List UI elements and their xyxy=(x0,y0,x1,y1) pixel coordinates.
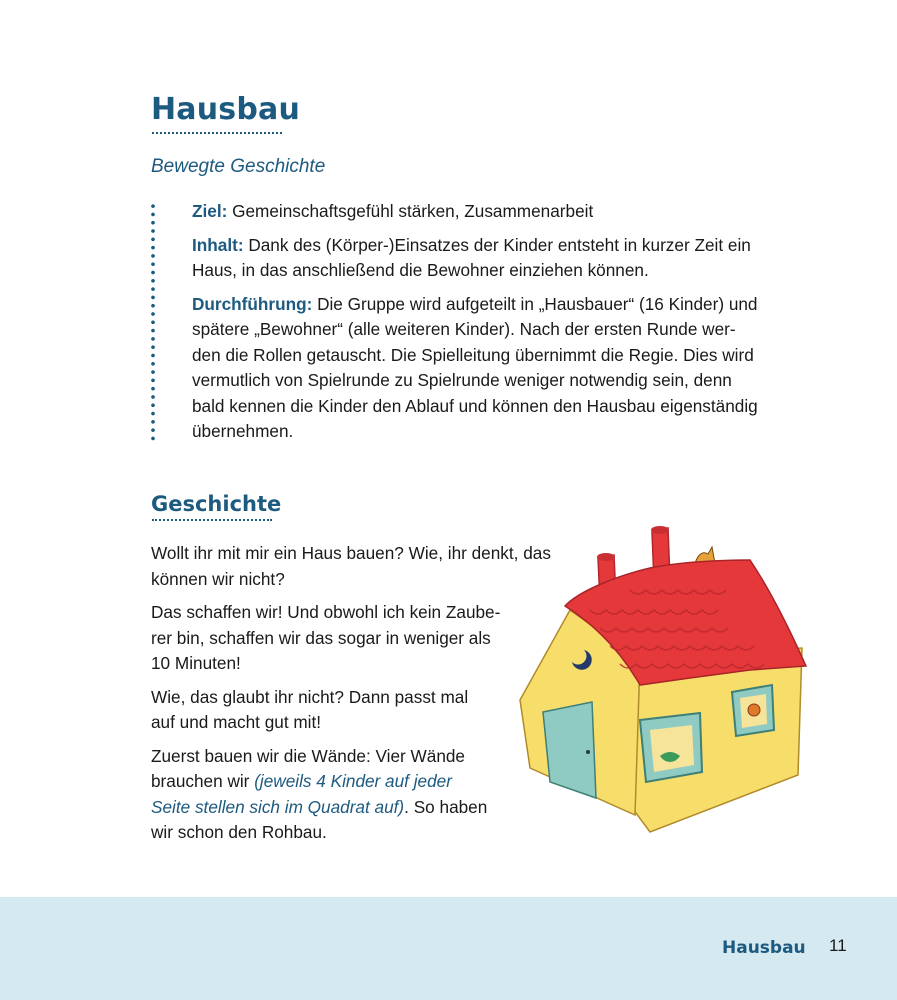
goal-text: Gemeinschaftsgefühl stärken, Zusammenarbeit xyxy=(227,201,594,221)
page-title: Hausbau xyxy=(151,92,301,127)
running-footer-title: Hausbau xyxy=(722,938,806,958)
page-number: 11 xyxy=(829,936,847,955)
door xyxy=(543,702,596,798)
story-line: brauchen wir xyxy=(151,771,255,791)
story-line: 10 Minuten! xyxy=(151,653,241,673)
stage-direction: (jeweils 4 Kinder auf jeder xyxy=(254,771,452,791)
content-label: Inhalt: xyxy=(192,234,244,255)
story-text xyxy=(151,541,571,854)
window-pane xyxy=(650,725,694,772)
chimney-top xyxy=(651,526,669,534)
story-heading-dotted-underline xyxy=(152,519,272,521)
story-line: . So haben xyxy=(404,796,488,817)
procedure-line: den die Rollen getauscht. Die Spielleitung übernimmt die Regie. Dies wird xyxy=(192,344,754,365)
dotted-margin-line xyxy=(151,202,155,442)
procedure-line: Die Gruppe wird aufgeteilt in „Hausbauer“ (16 Kinder) und xyxy=(312,293,758,314)
procedure-line: bald kennen die Kinder den Ablauf und können den Hausbau eigenständig xyxy=(192,395,758,416)
procedure-line: vermutlich von Spielrunde zu Spielrunde weniger notwendig sein, denn xyxy=(192,370,732,390)
story-line: Das schaffen wir! Und obwohl ich kein Zaube- xyxy=(151,602,501,622)
content-paragraph xyxy=(192,233,792,284)
story-paragraph xyxy=(151,685,571,736)
story-paragraph xyxy=(151,744,571,846)
story-line: rer bin, schaffen wir das sogar in weniger als xyxy=(151,627,491,648)
story-paragraph xyxy=(151,600,571,677)
story-line: Wollt ihr mit mir ein Haus bauen? Wie, ihr denkt, das xyxy=(151,543,551,563)
procedure-line: spätere „Bewohner“ (alle weiteren Kinder). Nach der ersten Runde wer- xyxy=(192,319,736,339)
door-knob-icon xyxy=(586,750,590,754)
flower-icon xyxy=(748,704,760,716)
story-heading: Geschichte xyxy=(151,492,282,516)
story-paragraph xyxy=(151,541,571,592)
procedure-paragraph xyxy=(192,292,792,445)
stage-direction: Seite stellen sich im Quadrat auf) xyxy=(151,796,405,817)
goal-label: Ziel: xyxy=(192,201,228,221)
story-line: auf und macht gut mit! xyxy=(151,712,322,732)
story-line: Zuerst bauen wir die Wände: Vier Wände xyxy=(151,745,465,766)
procedure-label: Durchführung: xyxy=(192,293,313,314)
procedure-line: übernehmen. xyxy=(192,421,294,441)
house-illustration xyxy=(510,520,810,840)
story-line: wir schon den Rohbau. xyxy=(151,822,327,842)
page-subtitle: Bewegte Geschichte xyxy=(151,156,326,177)
story-line: können wir nicht? xyxy=(151,568,285,589)
story-line: Wie, das glaubt ihr nicht? Dann passt mal xyxy=(151,686,469,707)
content-text-line: Dank des (Körper-)Einsatzes der Kinder entsteht in kurzer Zeit ein xyxy=(243,234,751,255)
content-text-line: Haus, in das anschließend die Bewohner einziehen können. xyxy=(192,260,649,280)
info-box xyxy=(192,199,792,453)
chimney-top xyxy=(597,553,615,561)
title-dotted-underline xyxy=(152,132,282,134)
goal-paragraph xyxy=(192,199,792,225)
